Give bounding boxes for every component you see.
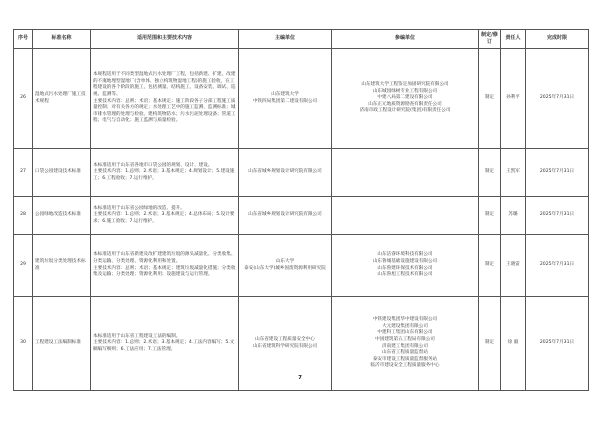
scope-paragraph: 本标准适用于山东省公园绿地的改造、提升。 <box>93 205 185 211</box>
header-participants: 参编单位 <box>332 30 479 49</box>
participant-unit: 临沂市建设安全工程质量服务中心 <box>370 363 440 369</box>
participant-unit: 济南建工集团有限公司 <box>382 343 428 349</box>
chief-unit: 山东省城乡规划设计研究院有限公司 <box>248 212 322 218</box>
cell-deadline: 2025年7月31日 <box>526 49 589 149</box>
cell-participants <box>332 235 479 297</box>
participant-unit: 山东城园绿树专业工程有限公司 <box>372 88 438 94</box>
cell-type: 制定 <box>479 149 501 197</box>
cell-deadline: 2025年7月31日 <box>526 297 589 391</box>
chief-unit: 山东建筑大学 <box>271 91 299 97</box>
scope-paragraph: 主要技术内容：1.总则；2.术语；3.基本规定；4.总体布局；5.设计要求；6.施工验收；7.运行维护。 <box>93 212 235 224</box>
scope-paragraph: 本标准适用于山东省工程建设工法的编制。 <box>93 333 181 339</box>
cell-owner: 王晓雷 <box>501 235 526 297</box>
header-name: 标准名称 <box>33 30 91 49</box>
header-chief: 主编单位 <box>239 30 332 49</box>
header-row <box>14 30 589 49</box>
participant-unit: 中国建筑第五工程局有限公司 <box>375 336 435 342</box>
cell-participants <box>332 149 479 197</box>
participant-unit: 山东洁睿环境科技有限公司 <box>377 252 433 258</box>
cell-owner: 王凯军 <box>501 149 526 197</box>
cell-name: 建筑垃圾分类处理技术标准 <box>33 235 91 297</box>
participant-unit: 大元建设集团有限公司 <box>382 323 428 329</box>
table-row <box>14 49 589 149</box>
chief-unit: 泰安(山东大学)城乡固废资源利用研究院 <box>244 265 326 271</box>
scope-paragraph: 本标准适用于山东省各地市口袋公园的规划、设计、建设。 <box>93 162 213 168</box>
cell-owner: 孙利平 <box>501 49 526 149</box>
cell-scope <box>91 49 239 149</box>
cell-scope <box>91 197 239 235</box>
header-owner: 责任人 <box>501 30 526 49</box>
cell-seq: 28 <box>14 197 33 235</box>
participant-unit: 山东省工程质量监督站 <box>382 350 428 356</box>
scope-paragraph: 主要技术内容：1.总则；2.术语；3.基本规定；4.规划设计；5.建设施工；6.工程验收；7.运行维护。 <box>93 169 235 181</box>
table-row <box>14 197 589 235</box>
chief-unit: 山东省建筑科学研究院有限公司 <box>252 343 318 349</box>
chief-unit: 中铁四局集团第二建设有限公司 <box>252 98 318 104</box>
participant-unit: 山东正元地质资源勘查有限责任公司 <box>368 101 442 107</box>
cell-name: 工程建设工法编制标准 <box>33 297 91 391</box>
cell-deadline: 2025年7月31日 <box>526 235 589 297</box>
table-row <box>14 149 589 197</box>
participant-unit: 济南市政工程设计研究院(集团)有限责任公司 <box>359 108 451 114</box>
cell-chief <box>239 235 332 297</box>
cell-type: 制定 <box>479 49 501 149</box>
cell-seq: 26 <box>14 49 33 149</box>
chief-unit: 山东大学 <box>275 258 295 264</box>
participant-unit: 泰安市建设工程质量监督服务站 <box>372 356 438 362</box>
cell-seq: 29 <box>14 235 33 297</box>
cell-type: 制定 <box>479 297 501 391</box>
cell-name: 口袋公园建设技术标准 <box>33 149 91 197</box>
scope-paragraph: 本规程适用于不同类型湿地式污水处理厂工程，包括新建、扩建、改建的不淹地埋型湿地厂(含单体、独立构筑物湿地工程)的施工验收，在工程建设的各个阶段的施工，包括测量、结构施工、设备安装、调试、巡视、监测等。 <box>93 71 236 97</box>
scope-paragraph: 本标准适用于山东省新建及改扩建建筑垃圾的源头减量化、分类收集、分类运输、分类处理、资源化利用和处置。 <box>93 252 236 264</box>
cell-type: 制定 <box>479 197 501 235</box>
cell-name: 公园绿地改造技术标准 <box>33 197 91 235</box>
cell-participants <box>332 49 479 149</box>
chief-unit: 山东省建设工程质量安全中心 <box>255 336 315 342</box>
participant-unit: 中建八局第二建设有限公司 <box>377 95 433 101</box>
cell-participants <box>332 197 479 235</box>
cell-seq: 30 <box>14 297 33 391</box>
cell-chief <box>239 149 332 197</box>
cell-deadline: 2025年7月31日 <box>526 149 589 197</box>
chief-unit: 山东省城乡规划设计研究院有限公司 <box>248 169 322 175</box>
cell-scope <box>91 149 239 197</box>
header-seq: 序号 <box>14 30 33 49</box>
participant-unit: 中铁建设集团华中建设有限公司 <box>372 316 438 322</box>
cell-chief <box>239 49 332 149</box>
cell-seq: 27 <box>14 149 33 197</box>
cell-type: 制定 <box>479 235 501 297</box>
cell-owner: 徐 毅 <box>501 297 526 391</box>
participant-unit: 山东鲁旭工程技术有限公司 <box>377 272 433 278</box>
participant-unit: 山东鲁建环保技术有限公司 <box>377 265 433 271</box>
header-scope: 适用范围和主要技术内容 <box>91 30 239 49</box>
scope-paragraph: 主要技术内容：总则；术语；基本规定；建筑垃圾减量化措施；分类收集及运输；分类处理；资源化利用；设施建设与运行管理。 <box>93 265 236 278</box>
cell-name: 湿地式污水处理厂施工技术规程 <box>33 49 91 149</box>
cell-chief <box>239 197 332 235</box>
header-type: 制定/修订 <box>479 30 501 49</box>
cell-deadline: 2025年7月31日 <box>526 197 589 235</box>
table-row <box>14 235 589 297</box>
page-number: 7 <box>298 375 302 381</box>
scope-paragraph: 主要技术内容：总则；术语；基本规定；施工阶段各子分部工程施工质量控制；对有关各方的规定；水处理工艺中的施工监测、监测标准；城市排水管理的处理与检验、建构筑物防水；污水污泥处理设备；管道工程；电气与自动化；施工监测与质量检验。 <box>93 98 236 124</box>
participant-unit: 中建科工集团山东有限公司 <box>377 330 433 336</box>
participant-unit: 山东建筑大学工程鉴定加固研究院有限公司 <box>361 81 449 87</box>
participant-unit: 山东鲁城基础设施建设有限公司 <box>372 258 438 264</box>
cell-owner: 苏璐 <box>501 197 526 235</box>
scope-paragraph: 主要技术内容：1.总则；2.术语；3.基本规定；4.工法内容编写；5.文稿编写细则；6.工法应用；7.工法管理。 <box>93 340 235 352</box>
cell-scope <box>91 235 239 297</box>
header-deadline: 完成时限 <box>526 30 589 49</box>
standards-table <box>13 29 589 391</box>
